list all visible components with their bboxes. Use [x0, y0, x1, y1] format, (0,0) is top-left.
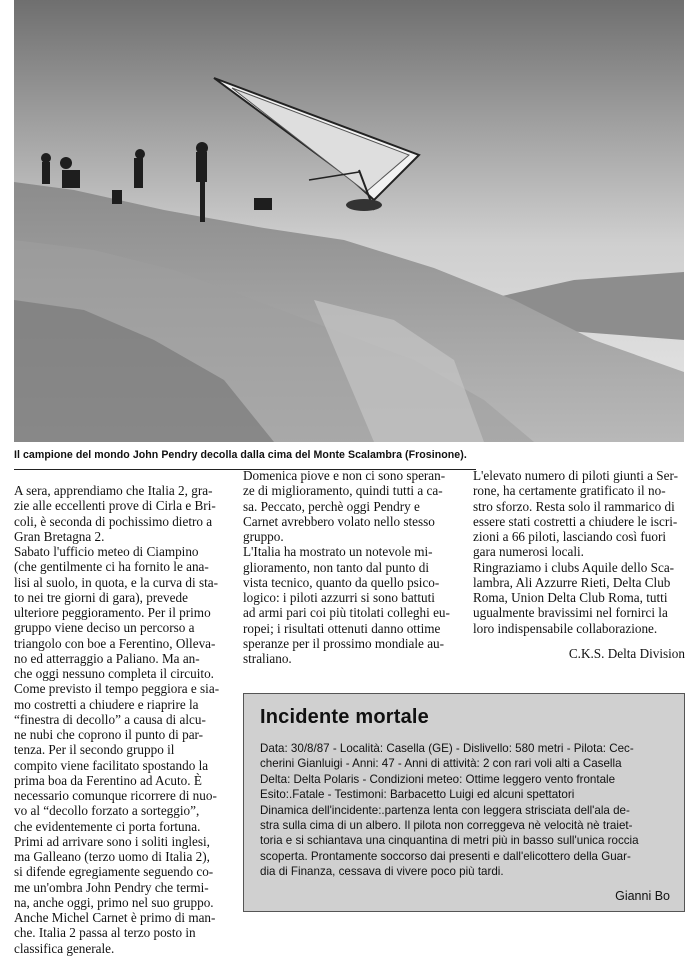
column-1-text: A sera, apprendiamo che Italia 2, gra- zie alle eccellenti prove di Cirla e Bri- coli, è seconda di pochissimo dietro a Gran Bretagna 2. Sabato l'ufficio meteo di Ciampino (che gentilmente ci ha fornito le ana- lisi al suolo, in quota, e la curva di sta- to nei tre giorni di gara), prevede ulteriore peggioramento. Per il primo gruppo viene deciso un percorso a triangolo con boe a Ferentino, Olleva- no ed atterraggio a Paliano. Ma an- che oggi nessuno completa il circuito. Come previsto il tempo peggiora e sia- mo costretti a chiudere e riaprire la “finestra di decollo” a causa di alcu- ne nubi che coprono il punto di par- tenza. Per il secondo gruppo il compito viene facilitato spostando la prima boa da Ferentino ad Acuto. È necessario comunque ricorrere di nuo- vo al “decollo forzato a sorteggio”, che evidentemente ci porta fortuna. Primi ad arrivare sono i soliti inglesi, ma Galleano (terzo uomo di Italia 2), si difende egregiamente seguendo co- me un'ombra John Pendry che termi- na, anche oggi, primo nel suo gruppo. Anche Michel Carnet è primo di man- che. Italia 2 passa al terzo posto in classifica generale. — [14, 483, 220, 956]
article-column-3 — [473, 468, 685, 661]
photo-caption: Il campione del mondo John Pendry decolla dalla cima del Monte Scalambra (Frosinone). — [14, 449, 467, 461]
column-3-text: L'elevato numero di piloti giunti a Ser- rone, ha certamente gratificato il no- stro sforzo. Resta solo il rammarico di essere stati costretti a chiudere le iscri- zioni a 66 piloti, lasciando così fuori gara numerosi locali. Ringraziamo i clubs Aquile dello Sca- lambra, Ali Azzurre Rieti, Delta Club Roma, Union Delta Club Roma, tutti ugualmente bravissimi nel fornirci la loro indispensabile collaborazione. — [473, 468, 679, 636]
column-2-text: Domenica piove e non ci sono speran- ze di miglioramento, quindi tutti a ca- sa. Peccato, perchè oggi Pendry e Carnet avrebbero volato nello stesso gruppo. L'Italia ha mostrato un notevole mi- glioramento, non tanto dal punto di vista tecnico, quanto da quello psico- logico: i piloti azzurri si sono battuti ad armi pari coi più titolati colleghi eu- ropei; i risultati ottenuti danno ottime speranze per il prossimo mondiale au- straliano. — [243, 468, 450, 666]
photo-illustration — [14, 0, 684, 442]
incident-body: Data: 30/8/87 - Località: Casella (GE) - Dislivello: 580 metri - Pilota: Cec- cherini Gianluigi - Anni: 47 - Anni di attività: 2 con rari voli alti a Casella Delta: Delta Polaris - Condizioni meteo: Ottime leggero vento frontale Esito:.Fatale - Testimoni: Barbacetto Luigi ed alcuni spettatori Dinamica dell'incidente:.partenza lenta con leggera strisciata dell'ala de- stra sulla cima di un albero. Il pilota non correggeva nè velocità nè traiet- toria e si schiantava una cinquantina di metri più in basso sull'unica roccia scoperta. Prontamente soccorso dai presenti e dall'elicottero della Guar- dia di Finanza, cessava di vivere poco più tardi. — [260, 742, 639, 879]
incident-box — [243, 693, 685, 912]
article-column-2 — [243, 468, 457, 666]
incident-author: Gianni Bo — [615, 889, 670, 903]
article-column-1 — [14, 483, 228, 956]
article-signature: C.K.S. Delta Division — [568, 645, 685, 661]
hang-glider-photo — [14, 0, 684, 442]
incident-title: Incidente mortale — [260, 706, 429, 728]
